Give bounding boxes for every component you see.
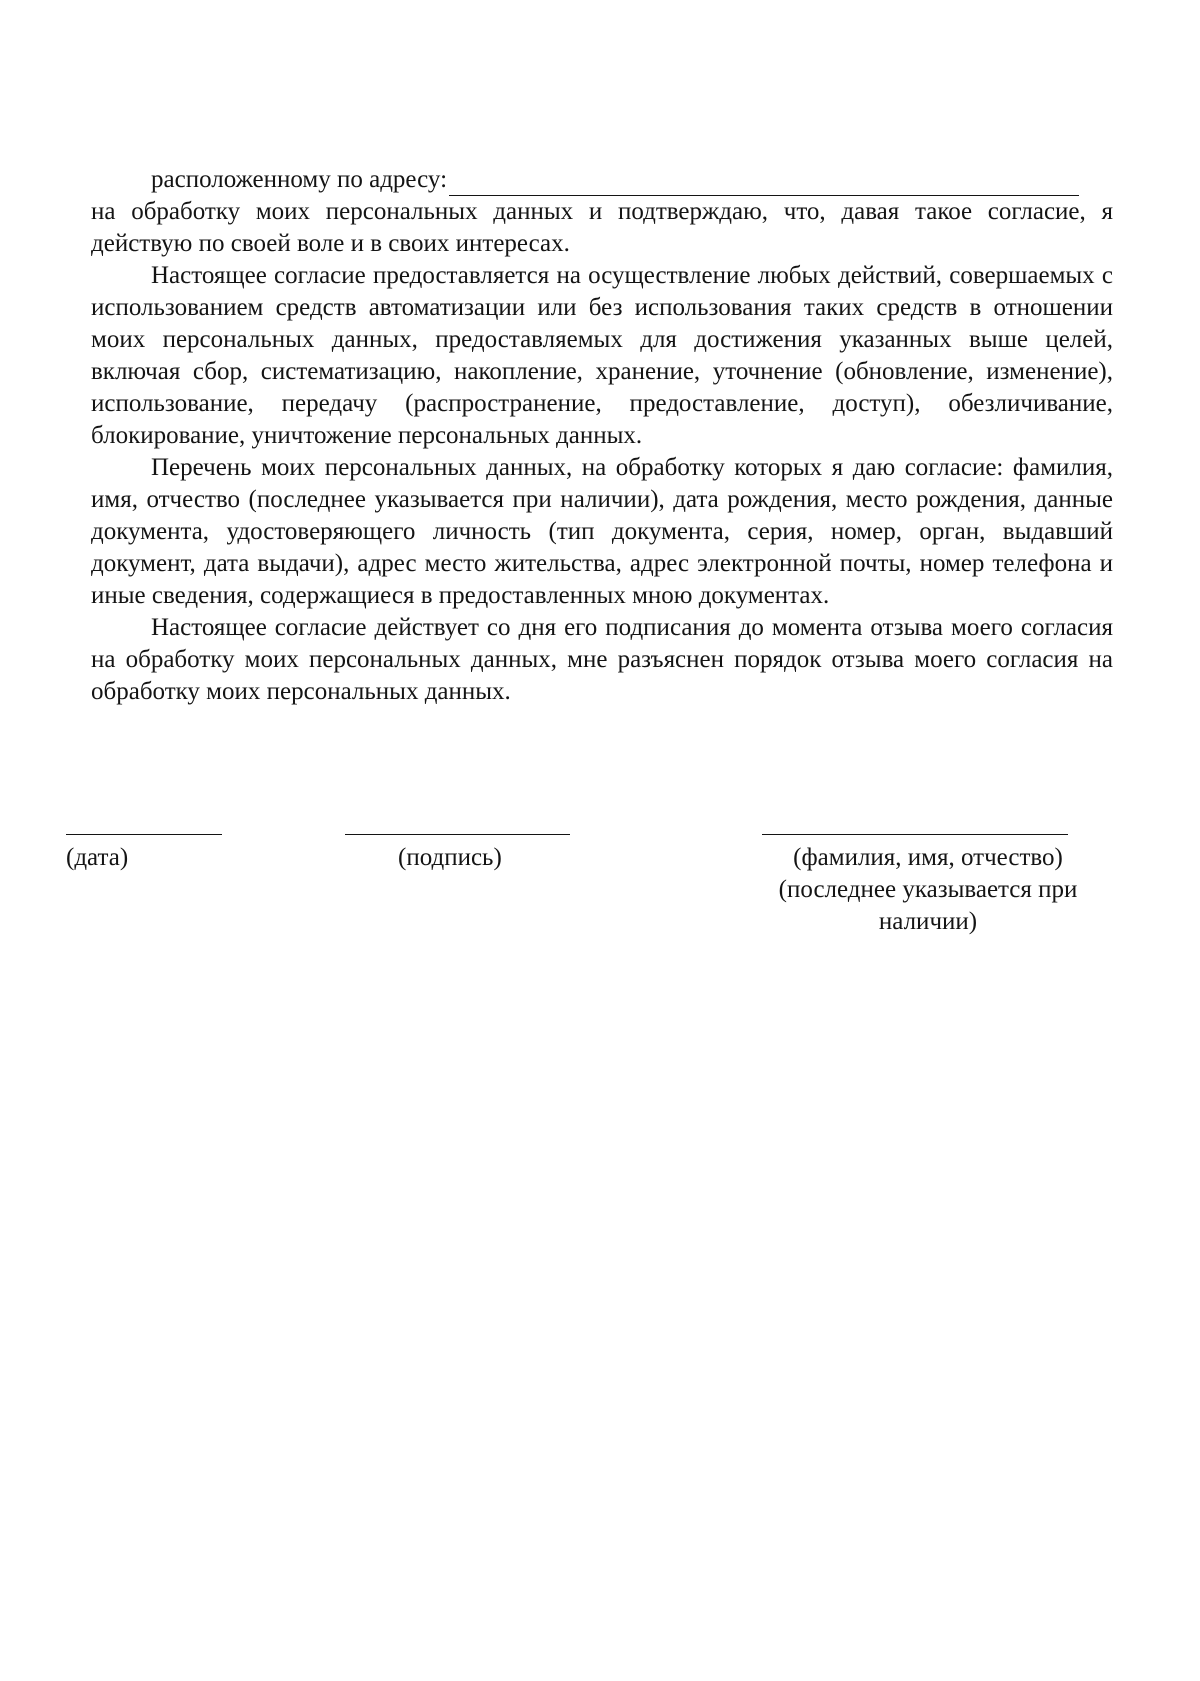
- paragraph-consent-intro: на обработку моих персональных данных и подтверждаю, что, давая такое согласие, я действую по своей воле и в своих интересах.: [91, 198, 1113, 257]
- address-label: расположенному по адресу:: [151, 166, 448, 193]
- paragraph-data-list: Перечень моих персональных данных, на обработку которых я даю согласие: фамилия, имя, отчество (последнее указывается при наличии), дата рождения, место рождения, данные документа, удостоверяющего личность (тип документа, серия, номер, орган, выдавший документ, дата выдачи), адрес место жительства, адрес электронной почты, номер телефона и иные сведения, содержащиеся в предоставленных мною документах.: [91, 454, 1113, 609]
- address-blank-field[interactable]: [449, 173, 1079, 196]
- paragraph-actions: Настоящее согласие предоставляется на осуществление любых действий, совершаемых с использованием средств автоматизации или без использования таких средств в отношении моих персональных данных, предоставляемых для достижения указанных выше целей, включая сбор, систематизацию, накопление, хранение, уточнение (обновление, изменение), использование, передачу (распространение, предоставление, доступ), обезличивание, блокирование, уничтожение персональных данных.: [91, 262, 1113, 449]
- full-name-caption-line-1: (фамилия, имя, отчество): [793, 844, 1063, 871]
- full-name-caption: [748, 842, 1108, 938]
- address-line: [91, 164, 1113, 196]
- paragraph-validity: Настоящее согласие действует со дня его подписания до момента отзыва моего согласия на обработку моих персональных данных, мне разъяснен порядок отзыва моего согласия на обработку моих персональных данных.: [91, 614, 1113, 705]
- signature-caption: (подпись): [398, 844, 502, 871]
- signature-blank-line[interactable]: [345, 834, 570, 835]
- full-name-caption-line-3: наличии): [878, 908, 978, 935]
- full-name-blank-line[interactable]: [762, 834, 1068, 835]
- date-caption: (дата): [66, 844, 129, 871]
- consent-text: [91, 164, 1113, 708]
- full-name-caption-line-2: (последнее указывается при: [778, 876, 1078, 903]
- date-blank-line[interactable]: [66, 834, 222, 835]
